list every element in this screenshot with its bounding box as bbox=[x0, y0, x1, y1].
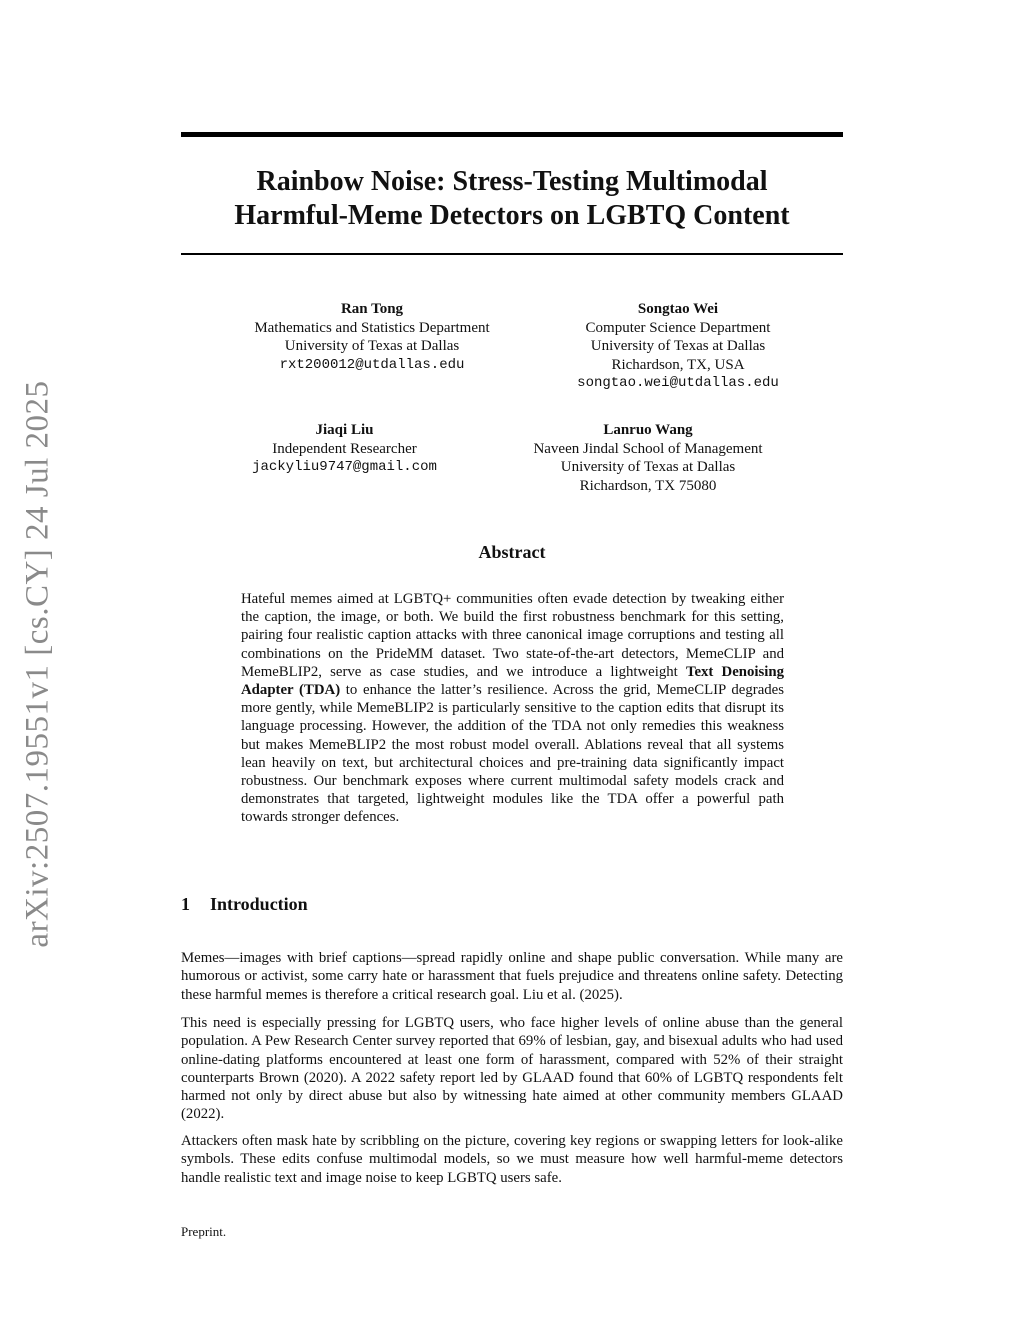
author-block-ran-tong bbox=[222, 300, 522, 374]
author-affiliation: University of Texas at Dallas bbox=[590, 338, 766, 354]
title-bottom-rule bbox=[181, 253, 843, 255]
section-heading-introduction bbox=[181, 894, 308, 915]
author-name: Lanruo Wang bbox=[603, 422, 693, 438]
author-affiliation: University of Texas at Dallas bbox=[284, 338, 460, 354]
author-email[interactable]: rxt200012@utdallas.edu bbox=[279, 356, 465, 373]
author-block-songtao-wei bbox=[548, 300, 808, 393]
intro-paragraph-2: This need is especially pressing for LGBTQ users, who face higher levels of online abuse than the general population. A Pew Research Center survey reported that 69% of lesbian, gay, and bisexual adults who had used online-dating platforms encountered at least one form of harassment, compared with 52% of their straight counterparts Brown (2020). A 2022 safety report led by GLAAD found that 60% of LGBTQ respondents felt harmed not only by direct abuse but also by witnessing hate aimed at other community members GLAAD (2022). bbox=[181, 1015, 843, 1123]
author-affiliation: Richardson, TX, USA bbox=[611, 356, 745, 373]
author-name: Songtao Wei bbox=[637, 301, 719, 317]
footer-note: Preprint. bbox=[181, 1224, 227, 1239]
arxiv-identifier[interactable]: arXiv:2507.19551v1 [cs.CY] 24 Jul 2025 bbox=[19, 380, 56, 948]
author-email[interactable]: jackyliu9747@gmail.com bbox=[252, 459, 437, 475]
abstract-text-bold: Text Denoising Adapter (TDA) bbox=[241, 663, 785, 699]
author-affiliation: Richardson, TX 75080 bbox=[579, 477, 717, 494]
author-affiliation: University of Texas at Dallas bbox=[560, 459, 736, 475]
author-email[interactable]: songtao.wei@utdallas.edu bbox=[577, 375, 779, 391]
arxiv-side-stamp bbox=[18, 378, 58, 950]
abstract-text-before: Hateful memes aimed at LGBTQ+ communities often evade detection by tweaking either the caption, the image, or both. We build the first robustness benchmark for this setting, pairing four realistic caption attacks with three canonical image corruptions and testing all combinations on the PrideMM dataset. Two state-of-the-art detectors, MemeCLIP and MemeBLIP2, serve as case studies, and we introduce a lightweight bbox=[241, 591, 784, 680]
author-affiliation: Independent Researcher bbox=[272, 440, 417, 457]
author-affiliation: Mathematics and Statistics Department bbox=[254, 319, 490, 336]
abstract-text-after: to enhance the latter’s resilience. Across the grid, MemeCLIP degrades more gently, while MemeBLIP2 is particularly sensitive to the caption edits that disrupt its language processing. However, the addition of the TDA not only remedies this weakness but makes MemeBLIP2 the most robust model overall. Ablations reveal that all systems lean heavily on text, but architectural choices and pre-training data significantly impact robustness. Our benchmark exposes where current multimodal safety models crack and demonstrates that targeted, lightweight modules like the TDA offer a powerful path towards stronger defences. bbox=[241, 682, 784, 826]
title-line-1: Rainbow Noise: Stress-Testing Multimodal bbox=[256, 166, 768, 197]
paper-title bbox=[181, 165, 843, 233]
title-line-2: Harmful-Meme Detectors on LGBTQ Content bbox=[234, 200, 790, 231]
abstract-heading: Abstract bbox=[478, 542, 546, 562]
author-block-lanruo-wang bbox=[498, 421, 798, 495]
abstract-body bbox=[241, 590, 784, 827]
intro-paragraph-1: Memes—images with brief captions—spread rapidly online and shape public conversation. While many are humorous or activist, some carry hate or harassment that fuels prejudice and threatens online safety. Detecting these harmful memes is therefore a critical research goal. Liu et al. (2025). bbox=[181, 950, 843, 1003]
intro-paragraph-3: Attackers often mask hate by scribbling on the picture, covering key regions or swapping letters for look-alike symbols. These edits confuse multimodal models, so we must measure how well harmful-meme detectors handle realistic text and image noise to keep LGBTQ users safe. bbox=[181, 1133, 843, 1186]
author-name: Ran Tong bbox=[340, 301, 404, 317]
title-top-rule bbox=[181, 132, 843, 137]
author-affiliation: Naveen Jindal School of Management bbox=[533, 440, 763, 457]
author-affiliation: Computer Science Department bbox=[585, 319, 771, 336]
section-number: 1 bbox=[181, 894, 190, 914]
author-block-jiaqi-liu bbox=[222, 421, 467, 477]
author-name: Jiaqi Liu bbox=[315, 422, 374, 438]
section-title: Introduction bbox=[210, 894, 308, 914]
